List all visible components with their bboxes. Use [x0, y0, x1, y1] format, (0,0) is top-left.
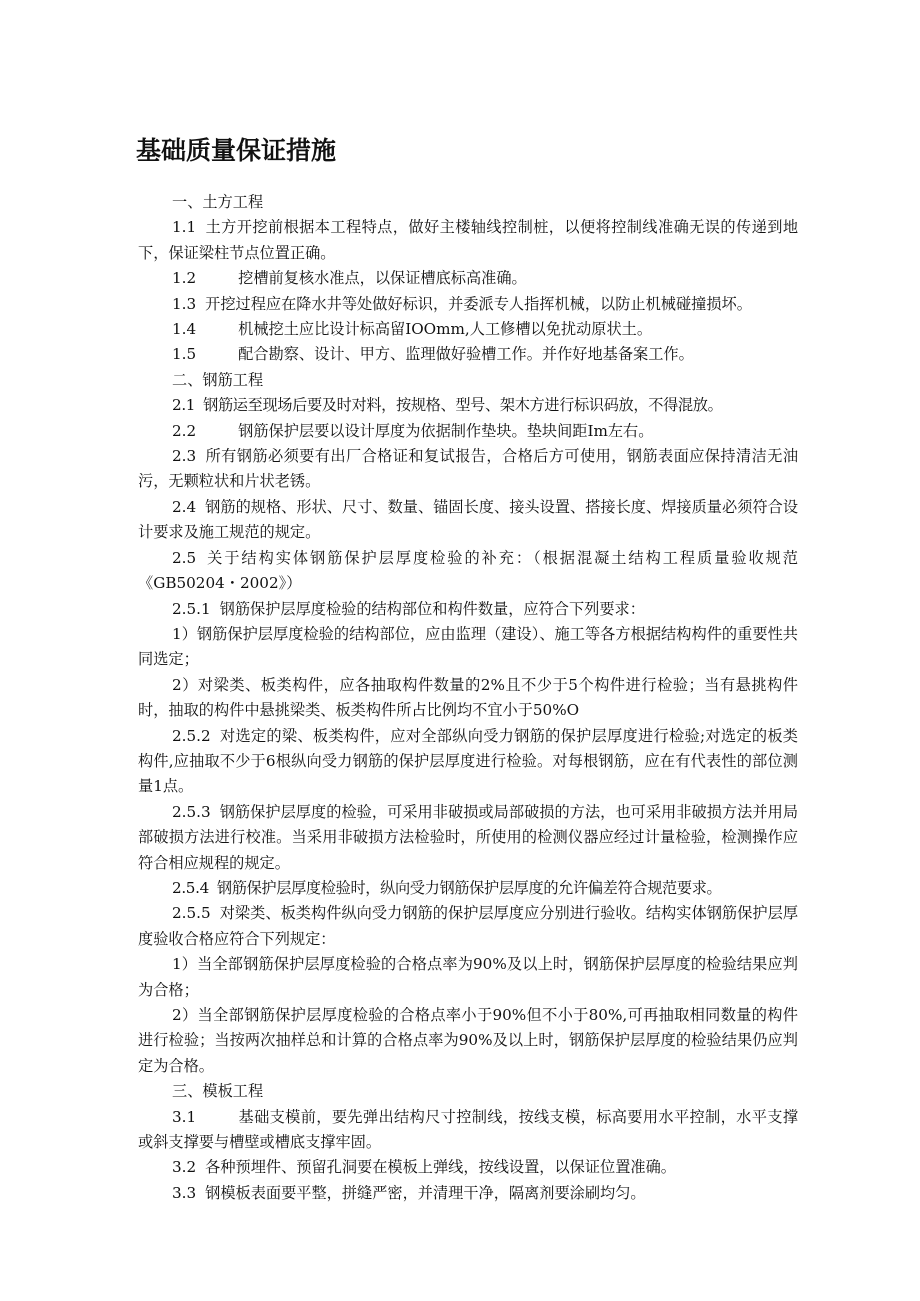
paragraph-text: 一、土方工程: [172, 193, 264, 211]
paragraph-text: 钢模板表面要平整，拼缝严密，并清理干净，隔离剂要涂刷均匀。: [205, 1183, 646, 1202]
paragraph-number: 2.5: [172, 548, 197, 567]
document-body: [138, 190, 798, 1206]
paragraph-number: 3.2: [172, 1158, 197, 1177]
paragraph-text: 二、钢筋工程: [172, 370, 264, 389]
paragraph-text: 1）钢筋保护层厚度检验的结构部位，应由监理（建设）、施工等各方根据结构构件的重要性共同选定；: [138, 624, 798, 669]
paragraph-2-5-3: [138, 800, 798, 876]
paragraph-number: 2.5.4: [172, 878, 209, 897]
paragraph-text: 2）当全部钢筋保护层厚度检验的合格点率小于90%但不小于80%,可再抽取相同数量的构件进行检验；当按两次抽样总和计算的合格点率为90%及以上时，钢筋保护层厚度的检验结果仍应判定为合格。: [138, 1006, 798, 1075]
paragraph-text: 对梁类、板类构件纵向受力钢筋的保护层厚度应分别进行验收。结构实体钢筋保护层厚度验收合格应符合下列规定：: [138, 904, 798, 948]
paragraph-text: 对选定的梁、板类构件，应对全部纵向受力钢筋的保护层厚度进行检验;对选定的板类构件,应抽取不少于6根纵向受力钢筋的保护层厚度进行检验。对每根钢筋，应在有代表性的部位测量1点。: [138, 726, 798, 796]
paragraph-2-1: [138, 393, 798, 418]
paragraph-text: 所有钢筋必须要有出厂合格证和复试报告，合格后方可使用，钢筋表面应保持清洁无油污，无颗粒状和片状老锈。: [138, 447, 798, 491]
paragraph-text: 1）当全部钢筋保护层厚度检验的合格点率为90%及以上时，钢筋保护层厚度的检验结果应判为合格；: [138, 955, 798, 999]
paragraph-2-5-1: [138, 597, 798, 622]
paragraph-number: 1.5: [172, 345, 197, 364]
paragraph-3-3: [138, 1181, 798, 1206]
paragraph-number: 2.1: [172, 396, 196, 415]
paragraph-text: 钢筋保护层要以设计厚度为依据制作垫块。垫块间距Im左右。: [238, 421, 654, 440]
paragraph-1-5: [138, 342, 798, 367]
paragraph-3-1: [138, 1105, 798, 1156]
paragraph-1-4: [138, 317, 798, 342]
paragraph-text: 机械挖土应比设计标高留IOOmm,人工修槽以免扰动原状土。: [238, 320, 653, 339]
paragraph-number: 2.2: [172, 421, 197, 440]
list-item-2-5-5-2: [138, 1003, 798, 1079]
paragraph-text: 各种预埋件、预留孔洞要在模板上弹线，按线设置，以保证位置准确。: [205, 1158, 676, 1177]
paragraph-2-3: [138, 444, 798, 495]
paragraph-number: 2.3: [172, 447, 197, 466]
paragraph-number: 2.5.2: [172, 726, 211, 745]
paragraph-text: 钢筋保护层厚度检验的结构部位和构件数量，应符合下列要求：: [219, 599, 645, 618]
paragraph-number: 3.1: [172, 1107, 197, 1126]
document-title: 基础质量保证措施: [136, 136, 337, 165]
paragraph-text: 三、模板工程: [172, 1082, 264, 1101]
paragraph-text: 基础支模前，要先弹出结构尺寸控制线，按线支模，标高要用水平控制，水平支撑或斜支撑要与槽壁或槽底支撑牢固。: [138, 1107, 798, 1152]
paragraph-2-5-4: [138, 876, 798, 901]
paragraph-number: 2.4: [172, 497, 197, 516]
paragraph-2-5: [138, 546, 798, 597]
section-heading-rebar: [138, 368, 798, 393]
paragraph-3-2: [138, 1155, 798, 1180]
paragraph-number: 2.5.1: [172, 599, 211, 618]
paragraph-text: 挖槽前复核水准点，以保证槽底标高准确。: [238, 269, 527, 288]
paragraph-number: 1.1: [172, 218, 197, 237]
paragraph-number: 3.3: [172, 1183, 197, 1202]
paragraph-2-5-2: [138, 724, 798, 800]
paragraph-text: 2）对梁类、板类构件，应各抽取构件数量的2%且不少于5个构件进行检验；当有悬挑构件时，抽取的构件中悬挑梁类、板类构件所占比例均不宜小于50%O: [138, 675, 798, 720]
list-item-2-5-1-1: [138, 622, 798, 673]
paragraph-1-3: [138, 292, 798, 317]
paragraph-text: 配合勘察、设计、甲方、监理做好验槽工作。并作好地基备案工作。: [238, 345, 694, 364]
paragraph-text: 钢筋保护层厚度的检验，可采用非破损或局部破损的方法，也可采用非破损方法并用局部破损方法进行校准。当采用非破损方法检验时，所使用的检测仪器应经过计量检验，检测操作应符合相应规程的规定。: [138, 802, 798, 872]
paragraph-number: 1.3: [172, 294, 197, 313]
paragraph-text: 开挖过程应在降水井等处做好标识，并委派专人指挥机械，以防止机械碰撞损坏。: [205, 294, 752, 313]
paragraph-number: 1.2: [172, 269, 197, 288]
paragraph-text: 关于结构实体钢筋保护层厚度检验的补充：（根据混凝土结构工程质量验收规范《GB50204・2002》）: [138, 548, 798, 593]
paragraph-number: 2.5.3: [172, 802, 211, 821]
paragraph-2-5-5: [138, 901, 798, 952]
list-item-2-5-5-1: [138, 952, 798, 1003]
paragraph-2-4: [138, 495, 798, 546]
paragraph-text: 钢筋的规格、形状、尺寸、数量、锚固长度、接头设置、搭接长度、焊接质量必须符合设计要求及施工规范的规定。: [138, 497, 798, 542]
paragraph-text: 钢筋运至现场后要及时对料，按规格、型号、架木方进行标识码放，不得混放。: [203, 396, 723, 415]
section-heading-formwork: [138, 1079, 798, 1104]
paragraph-number: 1.4: [172, 320, 197, 339]
paragraph-1-2: [138, 266, 798, 291]
paragraph-text: 钢筋保护层厚度检验时，纵向受力钢筋保护层厚度的允许偏差符合规范要求。: [216, 878, 722, 897]
section-heading-earthwork: [138, 190, 798, 215]
paragraph-2-2: [138, 419, 798, 444]
paragraph-text: 土方开挖前根据本工程特点，做好主楼轴线控制桩，以便将控制线准确无误的传递到地下，保证梁柱节点位置正确。: [138, 218, 798, 262]
paragraph-number: 2.5.5: [172, 904, 211, 923]
list-item-2-5-1-2: [138, 673, 798, 724]
paragraph-1-1: [138, 215, 798, 266]
